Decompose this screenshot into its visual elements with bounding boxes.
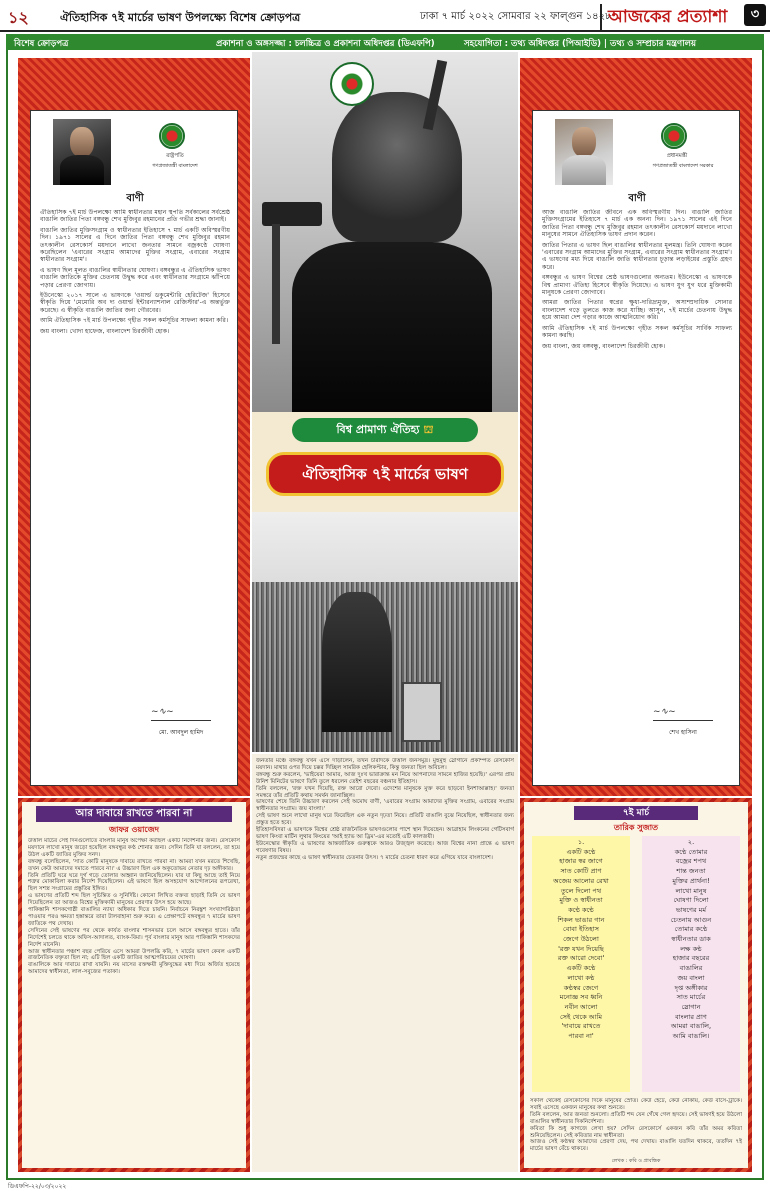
poem-line: চেতনায় আগুন (670, 915, 712, 924)
poem-line: আমি বাঙালি। (672, 1032, 710, 1041)
author-footnote: লেখক : কবি ও প্রাবন্ধিক (611, 1158, 661, 1164)
newspaper-brand: আজকের প্রত্যাশা (600, 4, 727, 32)
speech-title-badge: ঐতিহাসিক ৭ই মার্চের ভাষণ (266, 452, 504, 496)
poem-part-two (642, 836, 740, 1092)
message-body: আজ বাঙালি জাতির জীবনে এক অবিস্মরণীয় দিন। বাঙালি জাতির মুক্তিসংগ্রামের ইতিহাসে ৭ মার্চ এক অনন্য দিন। ১৯৭১ সালের এই দিনে জাতির পিতা বঙ্গবন্ধু শেখ মুজিবুর রহমান তৎকালীন রেসকোর্স ময়দানে লাখো মানুষের সামনে ঐতিহাসিক ভাষণ প্রদান করেন। জাতির পিতার এ ভাষণ ছিল বাঙালির স্বাধীনতার মূলমন্ত্র। তিনি ঘোষণা করেন 'এবারের সংগ্রাম আমাদের মুক্তির সংগ্রাম, এবারের সংগ্রাম স্বাধীনতার সংগ্রাম'। এ ভাষণের মধ্য দিয়ে বাঙালি জাতি স্বাধীনতার চূড়ান্ত লড়াইয়ের প্রস্তুতি গ্রহণ করে। বঙ্গবন্ধুর এ ভাষণ বিশ্বের শ্রেষ্ঠ ভাষণগুলোর অন্যতম। ইউনেস্কো এ ভাষণকে বিশ্ব প্রামাণ্য ঐতিহ্য হিসেবে স্বীকৃতি দিয়েছে। এ ভাষণ যুগ যুগ ধরে মুক্তিকামী মানুষকে প্রেরণা জোগাবে। আমরা জাতির পিতার স্বপ্নের ক্ষুধা-দারিদ্র্যমুক্ত, অসাম্প্রদায়িক সোনার বাংলাদেশ গড়ে তুলতে কাজ করে যাচ্ছি। আসুন, ৭ই মার্চের চেতনায় উদ্বুদ্ধ হয়ে আমরা দেশ গড়ার কাজে আত্মনিয়োগ করি। আমি ঐতিহাসিক ৭ই মার্চ উপলক্ষ্যে গৃহীত সকল কর্মসূচির সার্বিক সাফল্য কামনা করছি। জয় বাংলা, জয় বঙ্গবন্ধু, বাংলাদেশ চিরজীবী হোক। (542, 209, 732, 350)
government-seal-icon (661, 123, 687, 149)
poem-line: বাংলার প্রাণ (675, 1012, 707, 1021)
poem-line: লাখো মানুষ (675, 886, 707, 895)
poem-line: ভাষণের মর্ম (675, 905, 707, 914)
article-title: আর দাবায়ে রাখতে পারবা না (36, 806, 232, 822)
poem-line: ২. (687, 838, 695, 846)
poem-line: ১. (577, 838, 585, 846)
signer-name: মো. আবদুল হামিদ (158, 729, 204, 736)
page-number-badge: ৩ (744, 4, 766, 26)
gov-label: গণপ্রজাতন্ত্রী বাংলাদেশ (152, 163, 198, 169)
center-article (252, 754, 518, 1172)
message-closing: জয় বাংলা, জয় বঙ্গবন্ধু, বাংলাদেশ চিরজীবী হোক। (542, 342, 666, 350)
poem-line: কণ্ঠে তোমার (674, 847, 708, 856)
ribbon-left: বিশেষ ক্রোড়পত্র (14, 39, 69, 49)
poem-line: একটি কণ্ঠে (566, 964, 596, 973)
page-label: ১২ (8, 8, 29, 27)
government-seal-icon (159, 123, 185, 149)
poem-line: লক্ষ কণ্ঠ (680, 944, 702, 953)
office-label: রাষ্ট্রপতি (166, 153, 184, 159)
poem-line: 'দাবায়ে রাখতে (561, 1022, 601, 1031)
article-body: উত্তাল মার্চের সেই দিনগুলোতে বাংলার মানুষ অপেক্ষা করছিল একটি নির্দেশনার জন্য। রেসকোর্স ময়দানে লাখো মানুষ জড়ো হয়েছিল বঙ্গবন্ধুর কণ্ঠ শোনার জন্য। সেদিন তিনি যা বললেন, তা হয়ে উঠল একটি জাতির মুক্তির সনদ। বঙ্গবন্ধু বলেছিলেন, 'সাত কোটি মানুষকে দাবায়ে রাখতে পারবা না। আমরা যখন মরতে শিখেছি, তখন কেউ আমাদের দমাতে পারবে না।' এ উচ্চারণ ছিল এক অকুতোভয় নেতার দৃঢ় অঙ্গীকার। তিনি প্রতিটি ঘরে ঘরে দুর্গ গড়ে তোলার আহ্বান জানিয়েছিলেন। যার যা কিছু আছে তাই নিয়ে শত্রুর মোকাবিলা করার নির্দেশ দিয়েছিলেন। এই ভাষণে ছিল অসহযোগ আন্দোলনের রূপরেখা, ছিল সশস্ত্র সংগ্রামের প্রস্তুতির ইঙ্গিত। এ ভাষণের প্রতিটি শব্দ ছিল সুচিন্তিত ও সুনির্দিষ্ট। কোনো লিখিত বক্তব্য ছাড়াই তিনি যে ভাষণ দিয়েছিলেন তা আজও বিশ্বের মুক্তিকামী মানুষের প্রেরণার উৎস হয়ে আছে। পাকিস্তানি শাসকগোষ্ঠী বাঙালির ন্যায্য অধিকার দিতে চায়নি। নির্বাচনে নিরঙ্কুশ সংখ্যাগরিষ্ঠতা পাওয়ার পরও ক্ষমতা হস্তান্তরে তারা টালবাহানা শুরু করে। এ প্রেক্ষাপটে বঙ্গবন্ধুর ৭ মার্চের ভাষণ জাতিকে পথ দেখায়। সেদিনের সেই ভাষণের পর থেকে কার্যত বাংলার শাসনভার চলে আসে বঙ্গবন্ধুর হাতে। তাঁর নির্দেশেই চলতে থাকে অফিস-আদালত, ব্যাংক-বিমা। পূর্ব বাংলার মানুষ আর পাকিস্তানি শাসকদের নির্দেশ মানেনি। আজ স্বাধীনতার পঞ্চাশ বছর পেরিয়ে এসে আমরা উপলব্ধি করি, ৭ মার্চের ভাষণ কেবল একটি রাজনৈতিক বক্তৃতা ছিল না; এটি ছিল একটি জাতির আত্মপরিচয়ের ঘোষণা। বাঙালিকে আর দাবায়ে রাখা যায়নি। নয় মাসের রক্তক্ষয়ী মুক্তিযুদ্ধের মধ্য দিয়ে অর্জিত হয়েছে আমাদের স্বাধীনতা, লাল-সবুজের পতাকা। (28, 838, 240, 976)
left-article (22, 802, 246, 1168)
president-portrait (53, 119, 111, 185)
poem-line: দৃপ্ত অঙ্গীকার (674, 983, 708, 992)
footer-code: ডিএফপি-২২/০৩/২০২২ (8, 1183, 67, 1190)
heritage-banner (252, 412, 518, 512)
poem-line: শান্ত জনতা (676, 867, 706, 876)
article-body: জনতার মঞ্চে বঙ্গবন্ধু যখন এসে দাঁড়ালেন, তখন চারদিকে উত্তাল জনসমুদ্র। মুহুর্মুহু স্লোগানে প্রকম্পিত রেসকোর্স ময়দান। মাথার ওপর দিয়ে চক্কর দিচ্ছিল সামরিক হেলিকপ্টার, কিন্তু জনতা ছিল অবিচল। বঙ্গবন্ধু শুরু করলেন, 'ভাইয়েরা আমার, আজ দুঃখ ভারাক্রান্ত মন নিয়ে আপনাদের সামনে হাজির হয়েছি।' এরপর প্রায় উনিশ মিনিটের ভাষণে তিনি তুলে ধরলেন তেইশ বছরের বঞ্চনার ইতিহাস। তিনি বললেন, 'রক্ত যখন দিয়েছি, রক্ত আরো দেবো। এদেশের মানুষকে মুক্ত করে ছাড়বো ইনশাআল্লাহ।' জনতা সমস্বরে তাঁর প্রতিটি কথায় সমর্থন জানাচ্ছিল। ভাষণের শেষে তিনি উচ্চারণ করলেন সেই অমোঘ বাণী, 'এবারের সংগ্রাম আমাদের মুক্তির সংগ্রাম, এবারের সংগ্রাম স্বাধীনতার সংগ্রাম। জয় বাংলা।' সেই ভাষণ শুনে লাখো মানুষ ঘরে ফিরেছিল এক নতুন দৃঢ়তা নিয়ে। প্রতিটি বাঙালি বুঝে নিয়েছিল, স্বাধীনতার জন্য প্রস্তুত হতে হবে। ইতিহাসবিদরা এ ভাষণকে বিশ্বের শ্রেষ্ঠ রাজনৈতিক ভাষণগুলোর পাশে স্থান দিয়েছেন। আব্রাহাম লিংকনের গেটিসবার্গ ভাষণ কিংবা মার্টিন লুথার কিংয়ের 'আই হ্যাভ আ ড্রিম'-এর মতোই এটি কালজয়ী। ইউনেস্কোর স্বীকৃতি এ ভাষণের আন্তর্জাতিক গুরুত্বকে আরও উজ্জ্বল করেছে। আজ বিশ্বের নানা প্রান্তে এ ভাষণ গবেষণার বিষয়। নতুন প্রজন্মের কাছে এ ভাষণ স্বাধীনতার চেতনার উৎস। ৭ মার্চের চেতনা ধারণ করে এগিয়ে যাবে বাংলাদেশ। (256, 758, 514, 861)
article-author: জাফর ওয়াজেদ (108, 825, 159, 834)
signer-name: শেখ হাসিনা (669, 729, 697, 736)
speech-photo-top (252, 52, 518, 412)
heritage-badge: বিশ্ব প্রামাণ্য ঐতিহ্য ⛫ (292, 418, 478, 442)
poem-line: বোবা ইতিহাস (563, 925, 599, 934)
poem-line: হাজার স্বর জাগে (559, 857, 603, 866)
poem-line: লাখো কণ্ঠ (567, 973, 595, 982)
ribbon-right: সহযোগিতা : তথ্য অধিদপ্তর (পিআইডি) | তথ্য ও সম্প্রচার মন্ত্রণালয় (464, 39, 697, 49)
message-body: ঐতিহাসিক ৭ই মার্চ উপলক্ষ্যে আমি স্বাধীনতার মহান স্থপতি সর্বকালের সর্বশ্রেষ্ঠ বাঙালি জাতির পিতা বঙ্গবন্ধু শেখ মুজিবুর রহমানের প্রতি গভীর শ্রদ্ধা জানাই। বাঙালি জাতির মুক্তিসংগ্রাম ও স্বাধীনতার ইতিহাসে ৭ মার্চ একটি অবিস্মরণীয় দিন। ১৯৭১ সালের এ দিনে জাতির পিতা বঙ্গবন্ধু শেখ মুজিবুর রহমান তৎকালীন রেসকোর্স ময়দানে লাখো জনতার সামনে বজ্রকণ্ঠে ঘোষণা করেছিলেন 'এবারের সংগ্রাম আমাদের মুক্তির সংগ্রাম, এবারের সংগ্রাম স্বাধীনতার সংগ্রাম'। এ ভাষণ ছিল মূলত বাঙালির স্বাধীনতার ঘোষণা। বঙ্গবন্ধুর এ ঐতিহাসিক ভাষণ বাঙালি জাতিকে মুক্তির চেতনায় উদ্বুদ্ধ করে এবং স্বাধীনতার সংগ্রামে ঝাঁপিয়ে পড়ার প্রেরণা জোগায়। ইউনেস্কো ২০১৭ সালে এ ভাষণকে 'ওয়ার্ল্ড ডকুমেন্টারি হেরিটেজ' হিসেবে স্বীকৃতি দিয়ে 'মেমোরি অব দ্য ওয়ার্ল্ড ইন্টারন্যাশনাল রেজিস্টার'-এ অন্তর্ভুক্ত করেছে। এ স্বীকৃতি বাঙালি জাতির জন্য গৌরবের। আমি ঐতিহাসিক ৭ই মার্চ উপলক্ষ্যে গৃহীত সকল কর্মসূচির সাফল্য কামনা করি। জয় বাংলা। খোদা হাফেজ, বাংলাদেশ চিরজীবী হোক। (40, 209, 230, 335)
signature: ~∿~ (151, 707, 211, 721)
poem-line: তুলে দিলো পথ (560, 886, 602, 895)
poem-author: তারিক সুজাত (613, 823, 659, 832)
poem-title: ৭ই মার্চ (574, 806, 698, 820)
pm-message (532, 110, 740, 786)
poem-line: জেগে উঠলো (563, 935, 599, 944)
right-article (524, 802, 748, 1168)
supplement-headline: ঐতিহাসিক ৭ই মার্চের ভাষণ উপলক্ষ্যে বিশেষ ক্রোড়পত্র (60, 11, 301, 24)
office-label: প্রধানমন্ত্রী (666, 153, 688, 159)
rally-photo (252, 512, 518, 752)
poem-line: রক্ত আরো দেবো' (557, 954, 605, 963)
poem-line: মনোজ্ঞ সব ধ্বনি (559, 993, 603, 1002)
poem-line: শিকল ভাঙার গান (557, 915, 605, 924)
pm-portrait (555, 119, 613, 185)
national-emblem-icon (330, 62, 374, 106)
poem-line: বাঙালির (679, 964, 703, 973)
poem-line: মুক্তি ও স্বাধীনতা (559, 896, 603, 905)
poem-line: আমরা বাঙালি, (670, 1022, 712, 1031)
poem-line: জয় বাংলা (677, 973, 705, 982)
dateline: ঢাকা ৭ মার্চ ২০২২ সোমবার ২২ ফাল্গুন ১৪২৮ (420, 11, 612, 22)
masthead (0, 0, 770, 32)
poem-line: সাত মার্চের (676, 993, 706, 1002)
article-body: সকাল থেকেই রেসকোর্সের দিকে মানুষের স্রোত। কেউ হেঁটে, কেউ নৌকায়, কেউ বাসে-ট্রাকে। সবাই এসেছে একজন মানুষের কথা শুনতে। তিনি বললেন, আর জনতা শুনলো। প্রতিটি শব্দ যেন গেঁথে গেল হৃদয়ে। সেই ভাষণই হয়ে উঠলো বাঙালির স্বাধীনতার দিকনির্দেশনা। কবিতা কি শুধু কাগজে লেখা হয়? সেদিন রেসকোর্সে একজন কবি তাঁর অমর কবিতা শুনিয়েছিলেন। সেই কবিতার নাম স্বাধীনতা। আজও সেই কণ্ঠস্বর আমাদের প্রেরণা দেয়, পথ দেখায়। বাঙালি যতদিন থাকবে, ততদিন ৭ই মার্চের ভাষণ বেঁচে থাকবে। (530, 1098, 742, 1153)
poem-line: অজেয় আলোর রেখা (553, 876, 609, 885)
president-message (30, 110, 238, 786)
poem-line: বজ্রের শপথ (675, 857, 707, 866)
signature: ~∿~ (653, 707, 713, 721)
poem-line: স্বাধীনতার ডাক (671, 935, 711, 944)
poem-line: স্লোগান (681, 1002, 701, 1011)
poem-line: সেই থেকে আমি (559, 1012, 603, 1021)
poem-line: 'রক্ত যখন দিয়েছি (558, 944, 604, 953)
monument-icon: ⛫ (423, 423, 434, 436)
poem-line: একটি কণ্ঠে (566, 847, 596, 856)
credit-ribbon (6, 34, 764, 50)
message-closing: জয় বাংলা। খোদা হাফেজ, বাংলাদেশ চিরজীবী হোক। (40, 327, 170, 335)
poem-part-one (532, 836, 630, 1092)
poem-line: কণ্ঠে কণ্ঠে (568, 905, 594, 914)
ribbon-center: প্রকাশনা ও অঙ্গসজ্জা : চলচ্চিত্র ও প্রকাশনা অধিদপ্তর (ডিএফপি) (216, 39, 435, 49)
poem-line: পারবা না' (568, 1032, 594, 1041)
message-title: বাণী (628, 193, 646, 204)
poem-line: নবীন আলো (564, 1002, 598, 1011)
gov-label: গণপ্রজাতন্ত্রী বাংলাদেশ সরকার (652, 163, 714, 169)
poem-line: কণ্ঠস্বর জেগে (563, 983, 599, 992)
poem-line: হাজার বছরের (672, 954, 710, 963)
message-title: বাণী (126, 193, 144, 204)
poem-line: ঘোষণা দিলো (673, 896, 709, 905)
poem-line: তোমার কণ্ঠে (674, 925, 708, 934)
poem-line: সাত কোটি প্রাণ (560, 867, 602, 876)
poem-line: মুক্তির প্রার্থনা! (672, 876, 710, 885)
